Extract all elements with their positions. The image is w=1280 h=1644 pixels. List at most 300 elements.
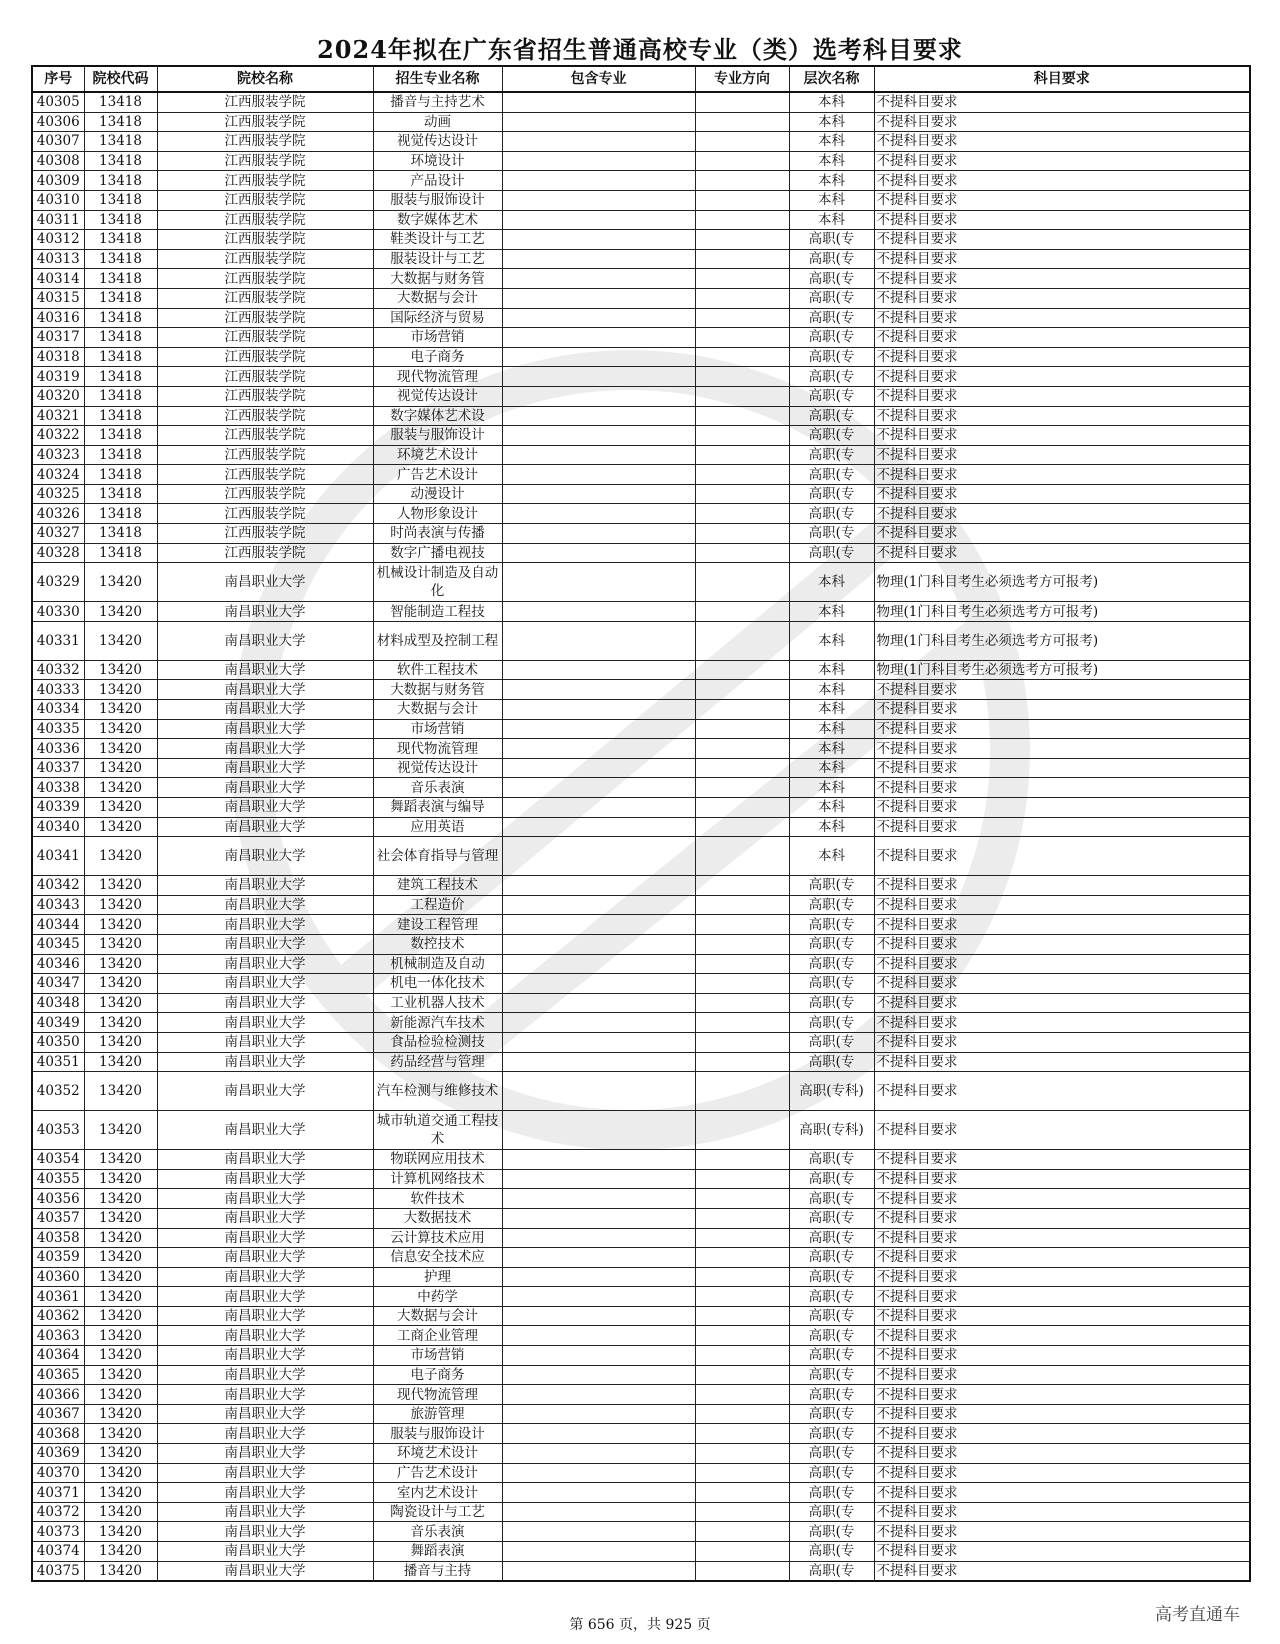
cell-direction	[695, 504, 789, 524]
cell-major: 市场营销	[373, 719, 502, 739]
cell-direction	[695, 837, 789, 876]
table-row	[32, 1111, 1250, 1150]
cell-direction	[695, 1052, 789, 1072]
cell-seq: 40308	[32, 151, 84, 171]
cell-level: 高职(专	[789, 1306, 874, 1326]
cell-major: 工商企业管理	[373, 1326, 502, 1346]
cell-direction	[695, 1287, 789, 1307]
cell-school-name: 南昌职业大学	[157, 602, 373, 622]
cell-school-name: 南昌职业大学	[157, 1385, 373, 1405]
cell-direction	[695, 1463, 789, 1483]
table-row	[32, 758, 1250, 778]
cell-school-code: 13418	[84, 288, 157, 308]
cell-included	[502, 1072, 695, 1111]
table-row	[32, 974, 1250, 994]
table-row	[32, 1522, 1250, 1542]
cell-major: 服装与服饰设计	[373, 1424, 502, 1444]
cell-major: 食品检验检测技	[373, 1032, 502, 1052]
cell-major: 服装设计与工艺	[373, 249, 502, 269]
cell-requirement: 不提科目要求	[874, 328, 1250, 348]
cell-direction	[695, 445, 789, 465]
cell-requirement: 不提科目要求	[874, 1483, 1250, 1503]
cell-direction	[695, 974, 789, 994]
cell-school-name: 江西服装学院	[157, 347, 373, 367]
cell-major: 建筑工程技术	[373, 876, 502, 896]
cell-requirement: 不提科目要求	[874, 504, 1250, 524]
cell-major: 舞蹈表演	[373, 1542, 502, 1562]
cell-school-name: 江西服装学院	[157, 543, 373, 563]
cell-requirement: 不提科目要求	[874, 758, 1250, 778]
table-row	[32, 1052, 1250, 1072]
cell-school-name: 南昌职业大学	[157, 1463, 373, 1483]
cell-requirement: 物理(1门科目考生必须选考方可报考)	[874, 621, 1250, 660]
column-header: 招生专业名称	[373, 66, 502, 92]
table-row	[32, 190, 1250, 210]
cell-level: 本科	[789, 112, 874, 132]
cell-school-code: 13420	[84, 660, 157, 680]
cell-level: 高职(专	[789, 1404, 874, 1424]
cell-school-code: 13420	[84, 1542, 157, 1562]
cell-level: 高职(专	[789, 1385, 874, 1405]
cell-requirement: 不提科目要求	[874, 1424, 1250, 1444]
cell-major: 国际经济与贸易	[373, 308, 502, 328]
cell-level: 本科	[789, 602, 874, 622]
table-row	[32, 445, 1250, 465]
cell-direction	[695, 1502, 789, 1522]
cell-school-code: 13420	[84, 1150, 157, 1170]
cell-seq: 40338	[32, 778, 84, 798]
cell-included	[502, 1404, 695, 1424]
cell-direction	[695, 1072, 789, 1111]
cell-level: 高职(专科)	[789, 1111, 874, 1150]
cell-direction	[695, 171, 789, 191]
table-row	[32, 680, 1250, 700]
cell-school-name: 江西服装学院	[157, 132, 373, 152]
cell-direction	[695, 993, 789, 1013]
cell-seq: 40347	[32, 974, 84, 994]
cell-included	[502, 92, 695, 112]
cell-included	[502, 249, 695, 269]
cell-included	[502, 660, 695, 680]
cell-seq: 40321	[32, 406, 84, 426]
cell-seq: 40317	[32, 328, 84, 348]
cell-included	[502, 190, 695, 210]
cell-school-code: 13420	[84, 1248, 157, 1268]
cell-school-code: 13420	[84, 758, 157, 778]
cell-school-name: 南昌职业大学	[157, 1013, 373, 1033]
cell-school-name: 江西服装学院	[157, 308, 373, 328]
cell-major: 电子商务	[373, 1365, 502, 1385]
cell-included	[502, 328, 695, 348]
cell-requirement: 不提科目要求	[874, 895, 1250, 915]
cell-school-code: 13420	[84, 1208, 157, 1228]
cell-school-code: 13418	[84, 171, 157, 191]
cell-major: 工程造价	[373, 895, 502, 915]
table-row	[32, 504, 1250, 524]
cell-level: 高职(专	[789, 1150, 874, 1170]
cell-requirement: 不提科目要求	[874, 151, 1250, 171]
cell-school-name: 南昌职业大学	[157, 1267, 373, 1287]
cell-requirement: 不提科目要求	[874, 1522, 1250, 1542]
cell-level: 高职(专	[789, 249, 874, 269]
cell-major: 广告艺术设计	[373, 1463, 502, 1483]
cell-school-name: 江西服装学院	[157, 386, 373, 406]
cell-seq: 40329	[32, 563, 84, 602]
table-row	[32, 426, 1250, 446]
cell-requirement: 不提科目要求	[874, 993, 1250, 1013]
cell-school-name: 南昌职业大学	[157, 1404, 373, 1424]
cell-major: 音乐表演	[373, 778, 502, 798]
column-header: 序号	[32, 66, 84, 92]
cell-seq: 40311	[32, 210, 84, 230]
cell-included	[502, 993, 695, 1013]
cell-seq: 40345	[32, 934, 84, 954]
cell-seq: 40342	[32, 876, 84, 896]
cell-school-code: 13418	[84, 504, 157, 524]
cell-included	[502, 1326, 695, 1346]
cell-major: 播音与主持	[373, 1561, 502, 1581]
table-row	[32, 308, 1250, 328]
cell-included	[502, 543, 695, 563]
cell-school-code: 13420	[84, 621, 157, 660]
table-row	[32, 700, 1250, 720]
cell-school-code: 13418	[84, 269, 157, 289]
cell-school-name: 南昌职业大学	[157, 778, 373, 798]
cell-school-name: 江西服装学院	[157, 524, 373, 544]
cell-level: 高职(专	[789, 915, 874, 935]
cell-school-code: 13420	[84, 1169, 157, 1189]
cell-school-code: 13420	[84, 974, 157, 994]
cell-major: 城市轨道交通工程技术	[373, 1111, 502, 1150]
cell-included	[502, 621, 695, 660]
cell-level: 本科	[789, 132, 874, 152]
cell-included	[502, 1111, 695, 1150]
table-row	[32, 798, 1250, 818]
cell-direction	[695, 484, 789, 504]
cell-included	[502, 934, 695, 954]
cell-seq: 40320	[32, 386, 84, 406]
cell-level: 高职(专	[789, 445, 874, 465]
cell-requirement: 不提科目要求	[874, 386, 1250, 406]
cell-seq: 40356	[32, 1189, 84, 1209]
cell-school-name: 南昌职业大学	[157, 1228, 373, 1248]
cell-requirement: 不提科目要求	[874, 1032, 1250, 1052]
cell-school-code: 13420	[84, 1072, 157, 1111]
table-row	[32, 112, 1250, 132]
cell-school-name: 江西服装学院	[157, 249, 373, 269]
cell-direction	[695, 621, 789, 660]
cell-included	[502, 1483, 695, 1503]
cell-school-code: 13420	[84, 993, 157, 1013]
table-row	[32, 347, 1250, 367]
cell-included	[502, 758, 695, 778]
cell-major: 计算机网络技术	[373, 1169, 502, 1189]
cell-requirement: 不提科目要求	[874, 347, 1250, 367]
cell-requirement: 不提科目要求	[874, 1463, 1250, 1483]
cell-major: 环境设计	[373, 151, 502, 171]
cell-level: 本科	[789, 739, 874, 759]
cell-level: 本科	[789, 700, 874, 720]
cell-school-name: 南昌职业大学	[157, 1169, 373, 1189]
cell-requirement: 不提科目要求	[874, 1111, 1250, 1150]
table-row	[32, 1365, 1250, 1385]
cell-included	[502, 1150, 695, 1170]
cell-school-name: 江西服装学院	[157, 210, 373, 230]
cell-school-name: 南昌职业大学	[157, 660, 373, 680]
cell-school-name: 南昌职业大学	[157, 1561, 373, 1581]
cell-direction	[695, 817, 789, 837]
requirements-table	[31, 65, 1251, 1582]
cell-level: 本科	[789, 210, 874, 230]
cell-school-code: 13420	[84, 876, 157, 896]
cell-school-name: 南昌职业大学	[157, 993, 373, 1013]
table-row	[32, 230, 1250, 250]
cell-seq: 40343	[32, 895, 84, 915]
cell-major: 室内艺术设计	[373, 1483, 502, 1503]
cell-school-name: 江西服装学院	[157, 288, 373, 308]
cell-included	[502, 308, 695, 328]
cell-level: 高职(专	[789, 993, 874, 1013]
cell-school-name: 江西服装学院	[157, 484, 373, 504]
cell-seq: 40354	[32, 1150, 84, 1170]
cell-major: 现代物流管理	[373, 1385, 502, 1405]
cell-level: 高职(专科)	[789, 1072, 874, 1111]
cell-level: 本科	[789, 680, 874, 700]
cell-requirement: 物理(1门科目考生必须选考方可报考)	[874, 563, 1250, 602]
cell-major: 环境艺术设计	[373, 445, 502, 465]
cell-school-code: 13420	[84, 895, 157, 915]
cell-major: 物联网应用技术	[373, 1150, 502, 1170]
cell-seq: 40374	[32, 1542, 84, 1562]
cell-included	[502, 1052, 695, 1072]
cell-included	[502, 1444, 695, 1464]
cell-school-code: 13420	[84, 934, 157, 954]
cell-direction	[695, 563, 789, 602]
cell-direction	[695, 210, 789, 230]
cell-school-name: 南昌职业大学	[157, 895, 373, 915]
cell-requirement: 不提科目要求	[874, 1365, 1250, 1385]
cell-school-name: 南昌职业大学	[157, 739, 373, 759]
cell-requirement: 不提科目要求	[874, 1326, 1250, 1346]
cell-requirement: 不提科目要求	[874, 798, 1250, 818]
cell-seq: 40313	[32, 249, 84, 269]
cell-seq: 40305	[32, 92, 84, 112]
cell-requirement: 不提科目要求	[874, 132, 1250, 152]
table-row	[32, 1208, 1250, 1228]
cell-school-name: 江西服装学院	[157, 504, 373, 524]
cell-school-name: 南昌职业大学	[157, 1111, 373, 1150]
cell-direction	[695, 347, 789, 367]
cell-school-code: 13418	[84, 190, 157, 210]
cell-requirement: 不提科目要求	[874, 484, 1250, 504]
cell-requirement: 不提科目要求	[874, 112, 1250, 132]
table-body	[32, 92, 1250, 1581]
cell-major: 大数据与会计	[373, 700, 502, 720]
cell-school-code: 13420	[84, 817, 157, 837]
cell-direction	[695, 1365, 789, 1385]
cell-included	[502, 719, 695, 739]
cell-requirement: 不提科目要求	[874, 1267, 1250, 1287]
cell-direction	[695, 934, 789, 954]
cell-included	[502, 1346, 695, 1366]
table-row	[32, 465, 1250, 485]
cell-included	[502, 1561, 695, 1581]
cell-school-name: 江西服装学院	[157, 151, 373, 171]
cell-direction	[695, 602, 789, 622]
column-header: 层次名称	[789, 66, 874, 92]
cell-included	[502, 1228, 695, 1248]
table-row	[32, 876, 1250, 896]
cell-school-name: 南昌职业大学	[157, 915, 373, 935]
cell-level: 高职(专	[789, 1463, 874, 1483]
cell-major: 信息安全技术应	[373, 1248, 502, 1268]
page-footer: 第 656 页，共 925 页	[569, 1617, 711, 1633]
cell-requirement: 不提科目要求	[874, 1287, 1250, 1307]
cell-school-name: 江西服装学院	[157, 426, 373, 446]
cell-seq: 40312	[32, 230, 84, 250]
cell-major: 药品经营与管理	[373, 1052, 502, 1072]
cell-included	[502, 445, 695, 465]
cell-school-name: 南昌职业大学	[157, 798, 373, 818]
cell-seq: 40336	[32, 739, 84, 759]
cell-level: 高职(专	[789, 1444, 874, 1464]
cell-school-name: 南昌职业大学	[157, 1444, 373, 1464]
cell-level: 高职(专	[789, 465, 874, 485]
cell-level: 本科	[789, 151, 874, 171]
cell-school-code: 13420	[84, 837, 157, 876]
cell-level: 高职(专	[789, 1013, 874, 1033]
cell-major: 数字广播电视技	[373, 543, 502, 563]
cell-included	[502, 876, 695, 896]
cell-seq: 40318	[32, 347, 84, 367]
cell-seq: 40358	[32, 1228, 84, 1248]
cell-included	[502, 1169, 695, 1189]
cell-school-code: 13420	[84, 1287, 157, 1307]
cell-school-code: 13418	[84, 112, 157, 132]
cell-level: 本科	[789, 621, 874, 660]
cell-school-name: 南昌职业大学	[157, 621, 373, 660]
cell-direction	[695, 700, 789, 720]
cell-requirement: 不提科目要求	[874, 1208, 1250, 1228]
cell-school-code: 13420	[84, 1444, 157, 1464]
cell-requirement: 不提科目要求	[874, 1444, 1250, 1464]
cell-seq: 40323	[32, 445, 84, 465]
cell-included	[502, 1463, 695, 1483]
cell-requirement: 不提科目要求	[874, 778, 1250, 798]
cell-included	[502, 1267, 695, 1287]
cell-direction	[695, 426, 789, 446]
cell-school-code: 13420	[84, 1483, 157, 1503]
cell-school-name: 南昌职业大学	[157, 934, 373, 954]
cell-school-name: 南昌职业大学	[157, 1365, 373, 1385]
cell-direction	[695, 876, 789, 896]
cell-requirement: 不提科目要求	[874, 1404, 1250, 1424]
cell-seq: 40365	[32, 1365, 84, 1385]
cell-school-name: 南昌职业大学	[157, 1208, 373, 1228]
cell-seq: 40357	[32, 1208, 84, 1228]
cell-level: 高职(专	[789, 288, 874, 308]
cell-seq: 40327	[32, 524, 84, 544]
cell-school-code: 13418	[84, 445, 157, 465]
cell-school-name: 江西服装学院	[157, 445, 373, 465]
cell-requirement: 不提科目要求	[874, 406, 1250, 426]
cell-major: 动画	[373, 112, 502, 132]
cell-seq: 40367	[32, 1404, 84, 1424]
cell-school-name: 南昌职业大学	[157, 1424, 373, 1444]
table-row	[32, 1502, 1250, 1522]
cell-level: 本科	[789, 817, 874, 837]
cell-included	[502, 112, 695, 132]
cell-seq: 40364	[32, 1346, 84, 1366]
cell-level: 高职(专	[789, 895, 874, 915]
table-row	[32, 1248, 1250, 1268]
cell-included	[502, 171, 695, 191]
cell-major: 软件技术	[373, 1189, 502, 1209]
cell-requirement: 不提科目要求	[874, 1306, 1250, 1326]
cell-level: 高职(专	[789, 1542, 874, 1562]
cell-requirement: 不提科目要求	[874, 1150, 1250, 1170]
cell-major: 机械制造及自动	[373, 954, 502, 974]
cell-major: 市场营销	[373, 1346, 502, 1366]
cell-direction	[695, 1150, 789, 1170]
cell-major: 服装与服饰设计	[373, 190, 502, 210]
cell-direction	[695, 1522, 789, 1542]
cell-school-code: 13420	[84, 602, 157, 622]
table-row	[32, 739, 1250, 759]
cell-direction	[695, 1561, 789, 1581]
table-row	[32, 778, 1250, 798]
cell-major: 现代物流管理	[373, 739, 502, 759]
cell-direction	[695, 230, 789, 250]
cell-requirement: 不提科目要求	[874, 524, 1250, 544]
cell-school-code: 13420	[84, 1463, 157, 1483]
cell-school-code: 13418	[84, 524, 157, 544]
cell-direction	[695, 1542, 789, 1562]
cell-school-name: 南昌职业大学	[157, 817, 373, 837]
cell-requirement: 物理(1门科目考生必须选考方可报考)	[874, 602, 1250, 622]
cell-school-code: 13418	[84, 347, 157, 367]
cell-level: 高职(专	[789, 1248, 874, 1268]
cell-requirement: 不提科目要求	[874, 367, 1250, 387]
table-row	[32, 484, 1250, 504]
cell-level: 本科	[789, 837, 874, 876]
cell-seq: 40310	[32, 190, 84, 210]
cell-seq: 40349	[32, 1013, 84, 1033]
cell-direction	[695, 328, 789, 348]
cell-major: 数字媒体艺术	[373, 210, 502, 230]
cell-included	[502, 1306, 695, 1326]
cell-included	[502, 602, 695, 622]
cell-seq: 40346	[32, 954, 84, 974]
cell-major: 舞蹈表演与编导	[373, 798, 502, 818]
cell-seq: 40370	[32, 1463, 84, 1483]
cell-direction	[695, 895, 789, 915]
cell-seq: 40324	[32, 465, 84, 485]
cell-level: 高职(专	[789, 504, 874, 524]
cell-requirement: 不提科目要求	[874, 934, 1250, 954]
cell-school-code: 13420	[84, 1189, 157, 1209]
cell-direction	[695, 954, 789, 974]
cell-direction	[695, 1326, 789, 1346]
cell-major: 视觉传达设计	[373, 758, 502, 778]
cell-school-code: 13420	[84, 1365, 157, 1385]
cell-requirement: 不提科目要求	[874, 1189, 1250, 1209]
cell-school-code: 13418	[84, 386, 157, 406]
cell-included	[502, 778, 695, 798]
cell-included	[502, 1287, 695, 1307]
cell-seq: 40375	[32, 1561, 84, 1581]
cell-seq: 40316	[32, 308, 84, 328]
